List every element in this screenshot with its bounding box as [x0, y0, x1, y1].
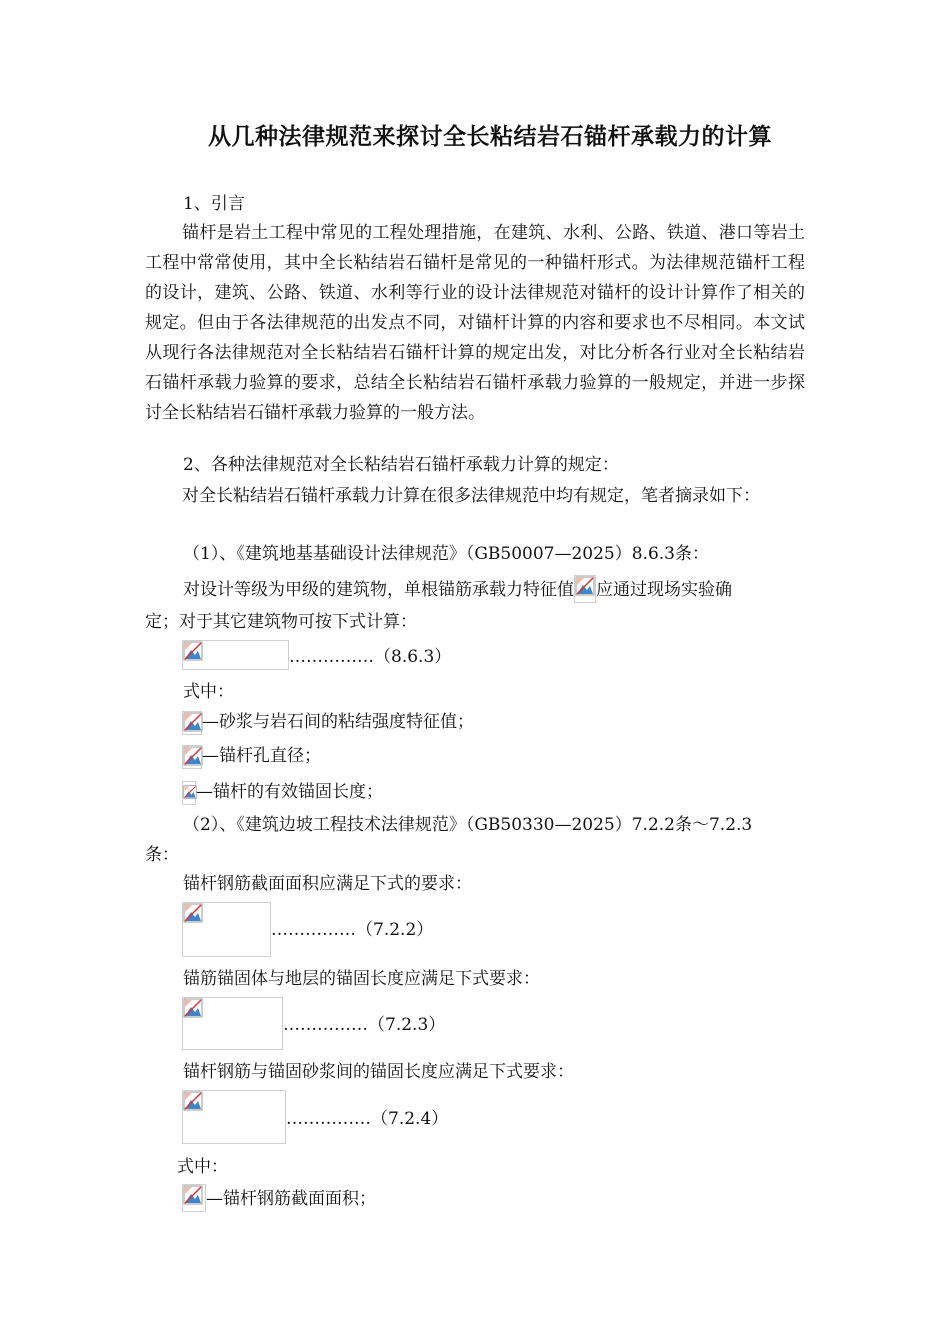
definition-row [182, 1184, 376, 1212]
clause-1-text [183, 575, 732, 603]
definition-row [182, 743, 321, 769]
definition-row [182, 709, 474, 735]
equation-number: ……………（7.2.2） [271, 920, 434, 940]
equation-7-2-2 [182, 902, 433, 957]
equation-number: ……………（7.2.4） [286, 1109, 449, 1129]
equation-8-6-3 [182, 640, 451, 670]
equation-7-2-4 [182, 1090, 448, 1144]
definition-text: —锚杆钢筋截面面积； [206, 1189, 376, 1209]
intro-paragraph: 锚杆是岩土工程中常见的工程处理措施，在建筑、水利、公路、铁道、港口等岩土工程中常常使用，其中全长粘结岩石锚杆是常见的一种锚杆形式。为法律规范锚杆工程的设计，建筑、公路、铁道、水利等行业的设计法律规范对锚杆的设计计算作了相关的规定。但由于各法律规范的出发点不同，对锚杆计算的内容和要求也不尽相同。本文试从现行各法律规范对全长粘结岩石锚杆计算的规定出发，对比分析各行业对全长粘结岩石锚杆承载力验算的要求，总结全长粘结岩石锚杆承载力验算的一般规定，并进一步探讨全长粘结岩石锚杆承载力验算的一般方法。 [145, 223, 805, 423]
section-heading-2: 2、各种法律规范对全长粘结岩石锚杆承载力计算的规定： [183, 455, 619, 475]
definition-text: —锚杆孔直径； [202, 746, 321, 766]
broken-image-icon [182, 1090, 286, 1144]
where-label-2: 式中： [177, 1157, 228, 1177]
equation-number: ……………（8.6.3） [289, 647, 452, 667]
section-heading-1: 1、引言 [183, 194, 245, 214]
broken-image-icon [182, 640, 289, 670]
definition-text: —砂浆与岩石间的粘结强度特征值； [202, 712, 474, 732]
broken-image-icon [182, 1184, 206, 1212]
equation-number: ……………（7.2.3） [283, 1015, 446, 1035]
requirement-1: 锚杆钢筋截面面积应满足下式的要求： [183, 874, 472, 894]
equation-7-2-3 [182, 997, 445, 1050]
clause-1-heading: （1）、《建筑地基基础设计法律规范》（GB50007—2025）8.6.3条： [183, 544, 709, 564]
definition-row [182, 779, 383, 805]
broken-image-icon [182, 711, 202, 735]
broken-image-icon [182, 781, 196, 805]
broken-image-icon [574, 575, 596, 603]
clause-1-text-b: 应通过现场实验确 [596, 580, 732, 600]
section-2-intro: 对全长粘结岩石锚杆承载力计算在很多法律规范中均有规定，笔者摘录如下： [182, 486, 760, 506]
clause-1-text-a: 对设计等级为甲级的建筑物，单根锚筋承载力特征值 [183, 580, 574, 600]
clause-1-text-c: 定；对于其它建筑物可按下式计算： [145, 612, 417, 632]
broken-image-icon [182, 997, 283, 1050]
requirement-3: 锚杆钢筋与锚固砂浆间的锚固长度应满足下式要求： [183, 1062, 574, 1082]
page-title: 从几种法律规范来探讨全长粘结岩石锚杆承载力的计算 [208, 123, 772, 150]
definition-text: —锚杆的有效锚固长度； [196, 782, 383, 802]
broken-image-icon [182, 745, 202, 769]
clause-2-heading-cont: 条： [145, 845, 179, 865]
broken-image-icon [182, 902, 271, 957]
where-label-1: 式中： [183, 682, 234, 702]
clause-2-heading: （2）、《建筑边坡工程技术法律规范》（GB50330—2025）7.2.2条～7.2.3 [183, 815, 753, 835]
requirement-2: 锚筋锚固体与地层的锚固长度应满足下式要求： [183, 969, 540, 989]
